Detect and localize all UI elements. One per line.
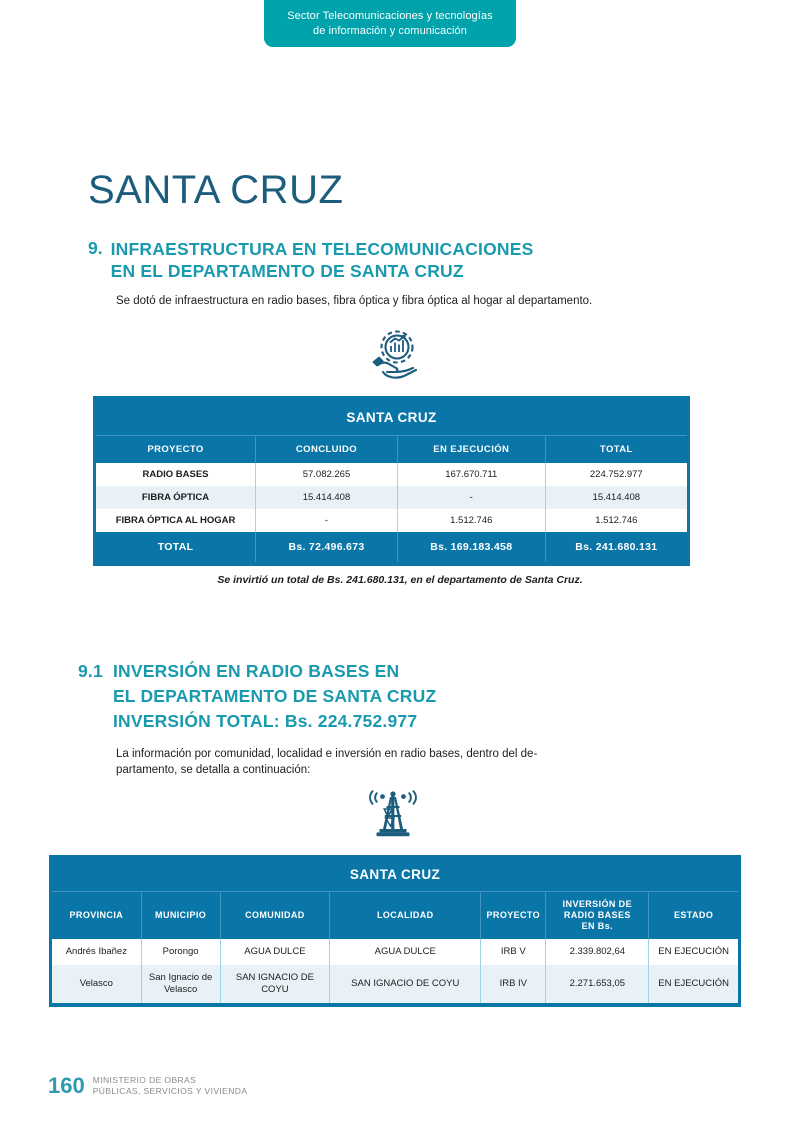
table2-header-inversion-line-1: INVERSIÓN DE	[562, 899, 632, 909]
table1-r0-c3: 224.752.977	[545, 463, 687, 486]
table1-r1-c1: 15.414.408	[256, 486, 398, 509]
table1-total-en-ejecucion: Bs. 169.183.458	[397, 532, 545, 562]
section-9-number: 9.	[88, 238, 103, 258]
section-91-heading	[78, 659, 698, 734]
table2-r0-c1: Porongo	[141, 939, 220, 965]
table2-r1-c3: SAN IGNACIO DE COYU	[330, 965, 481, 1003]
table2-r0-c3: AGUA DULCE	[330, 939, 481, 965]
table1-r1-c0: FIBRA ÓPTICA	[141, 492, 210, 503]
page-number: 160	[48, 1073, 85, 1098]
table2-title: SANTA CRUZ	[52, 858, 738, 892]
table1-total-row	[96, 532, 687, 562]
section-91-title-line-3: INVERSIÓN TOTAL: Bs. 224.752.977	[112, 711, 418, 731]
table1-r0-c0: RADIO BASES	[142, 469, 209, 480]
table2-r1-c6: EN EJECUCIÓN	[649, 965, 738, 1003]
section-9-title-line-2: EN EL DEPARTAMENTO DE SANTA CRUZ	[110, 261, 464, 281]
table2-r1-c2: SAN IGNACIO DE COYU	[220, 965, 330, 1003]
table1-r2-c0: FIBRA ÓPTICA AL HOGAR	[115, 515, 236, 526]
table1-title: SANTA CRUZ	[96, 399, 687, 436]
table1-total-concluido: Bs. 72.496.673	[256, 532, 398, 562]
table2-r1-c5: 2.271.653,05	[546, 965, 649, 1003]
table2-header-provincia: PROVINCIA	[69, 910, 124, 920]
banner-line-1: Sector Telecomunicaciones y tecnologías	[287, 9, 493, 22]
table1-r0-c1: 57.082.265	[256, 463, 398, 486]
section-9-paragraph: Se dotó de infraestructura en radio bases, fibra óptica y fibra óptica al hogar al departamento.	[116, 295, 593, 307]
table1-header-total: TOTAL	[545, 436, 687, 464]
table2-header-row	[52, 892, 738, 940]
table1-header-proyecto: PROYECTO	[147, 444, 204, 455]
hand-gear-chart-icon	[355, 328, 427, 386]
section-91-title	[113, 659, 436, 734]
table1-header-row	[96, 436, 687, 464]
table1-r1-c2: -	[397, 486, 545, 509]
table2-r1-c0: Velasco	[79, 978, 113, 989]
table2-r1-c1: San Ignacio de Velasco	[141, 965, 220, 1003]
table-row	[96, 486, 687, 509]
section-9-title-line-1: INFRAESTRUCTURA EN TELECOMUNICACIONES	[110, 239, 534, 259]
banner-line-2: de información y comunicación	[313, 24, 467, 37]
table2-r1-c4: IRB IV	[481, 965, 546, 1003]
table1-title-row	[96, 399, 687, 436]
ministry-line-1: MINISTERIO DE OBRAS	[92, 1075, 197, 1085]
table1-caption: Se invirtió un total de Bs. 241.680.131, en el departamento de Santa Cruz.	[217, 574, 583, 586]
table-row	[96, 509, 687, 532]
table2-header-inversion	[546, 892, 649, 940]
page-title: SANTA CRUZ	[88, 168, 344, 212]
section-9-title	[111, 238, 534, 282]
table1-total-total: Bs. 241.680.131	[545, 532, 687, 562]
investment-summary-table	[93, 396, 690, 566]
ministry-line-2: PÚBLICAS, SERVICIOS Y VIVIENDA	[92, 1086, 248, 1096]
table-row	[52, 965, 738, 1003]
ministry-name	[93, 1075, 248, 1097]
section-91-paragraph-line-1: La información por comunidad, localidad e inversión en radio bases, dentro del de-	[116, 748, 538, 760]
section-91-title-line-2: EL DEPARTAMENTO DE SANTA CRUZ	[112, 686, 437, 706]
table2-header-municipio: MUNICIPIO	[141, 892, 220, 940]
page-footer	[48, 1073, 247, 1099]
table2-header-proyecto: PROYECTO	[481, 892, 546, 940]
section-9-heading	[88, 238, 688, 282]
table2-header-localidad: LOCALIDAD	[330, 892, 481, 940]
table2-header-estado: ESTADO	[649, 892, 738, 940]
table2-header-inversion-line-2: RADIO BASES	[563, 910, 631, 920]
section-91-paragraph-line-2: partamento, se detalla a continuación:	[116, 764, 311, 776]
table1-r1-c3: 15.414.408	[545, 486, 687, 509]
table-row	[96, 463, 687, 486]
table2-r0-c6: EN EJECUCIÓN	[649, 939, 738, 965]
radio-tower-icon	[360, 788, 426, 840]
table2-r0-c5: 2.339.802,64	[546, 939, 649, 965]
table1-r0-c2: 167.670.711	[397, 463, 545, 486]
table-row	[52, 939, 738, 965]
table1-r2-c2: 1.512.746	[397, 509, 545, 532]
table2-r0-c0: Andrés Ibañez	[65, 946, 127, 957]
table1-total-label: TOTAL	[96, 532, 256, 562]
table2-r0-c4: IRB V	[481, 939, 546, 965]
table1-header-en-ejecucion: EN EJECUCIÓN	[397, 436, 545, 464]
radio-bases-detail-table	[49, 855, 741, 1007]
table2-title-row	[52, 858, 738, 892]
table2-header-inversion-line-3: EN Bs.	[581, 921, 614, 931]
sector-banner	[264, 0, 516, 47]
table1-r2-c3: 1.512.746	[545, 509, 687, 532]
section-91-paragraph	[116, 746, 606, 778]
table2-r0-c2: AGUA DULCE	[220, 939, 330, 965]
sector-banner-text	[287, 9, 492, 39]
table2-header-comunidad: COMUNIDAD	[220, 892, 330, 940]
section-91-number: 9.1	[78, 661, 103, 681]
table1-r2-c1: -	[256, 509, 398, 532]
section-91-title-line-1: INVERSIÓN EN RADIO BASES EN	[112, 661, 400, 681]
table1-header-concluido: CONCLUIDO	[256, 436, 398, 464]
